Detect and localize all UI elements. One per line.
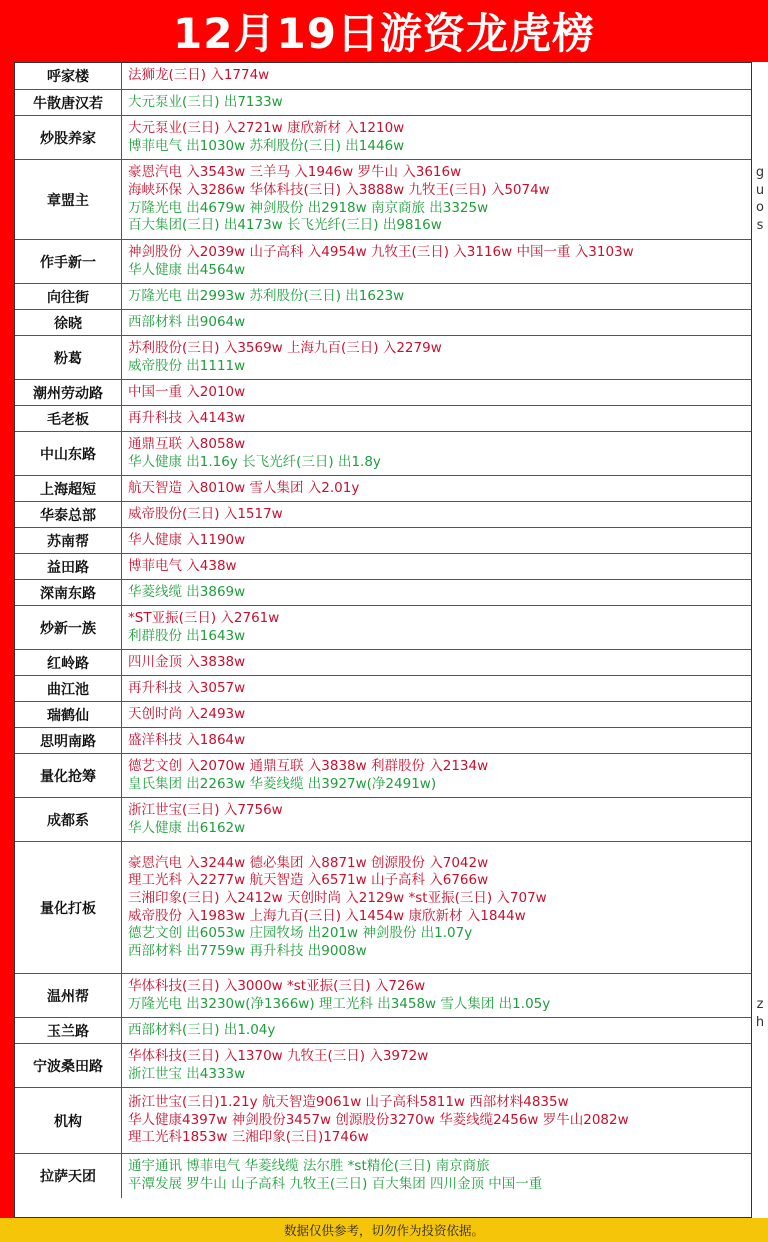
- table-row: [15, 754, 751, 798]
- table-row: [15, 240, 751, 284]
- trade-list: [122, 284, 751, 309]
- buy-line: 浙江世宝(三日) 入7756w: [128, 801, 283, 818]
- trader-name: 温州帮: [15, 974, 122, 1017]
- buy-line: 华体科技(三日) 入1370w 九牧王(三日) 入3972w: [128, 1047, 429, 1064]
- trade-list: [122, 798, 751, 841]
- trade-list: [122, 606, 751, 649]
- disclaimer-footer: 数据仅供参考，切勿作为投资依据。: [0, 1218, 768, 1242]
- table-row: [15, 728, 751, 754]
- buy-line: 华体科技(三日) 入3000w *st亚振(三日) 入726w: [128, 977, 426, 994]
- trader-name: 粉葛: [15, 336, 122, 379]
- trade-list: [122, 1018, 751, 1043]
- trader-name: 量化打板: [15, 842, 122, 973]
- trader-name: 呼家楼: [15, 63, 122, 89]
- trader-name: 机构: [15, 1088, 122, 1153]
- trader-name: 拉萨天团: [15, 1154, 122, 1198]
- sell-line: 华菱线缆 出3869w: [128, 583, 246, 600]
- table-row: [15, 502, 751, 528]
- table-row: [15, 1044, 751, 1088]
- trade-list: [122, 1154, 751, 1198]
- buy-line: 四川金顶 入3838w: [128, 653, 246, 670]
- table-row: [15, 476, 751, 502]
- table-row: [15, 798, 751, 842]
- watermark-top: g u o s: [755, 165, 765, 233]
- trade-list: [122, 310, 751, 335]
- buy-line: 理工光科1853w 三湘印象(三日)1746w: [128, 1129, 369, 1146]
- trade-list: [122, 728, 751, 753]
- trader-name: 华泰总部: [15, 502, 122, 527]
- table-row: [15, 528, 751, 554]
- sell-line: 百大集团(三日) 出4173w 长飞光纤(三日) 出9816w: [128, 217, 442, 234]
- trader-name: 中山东路: [15, 432, 122, 475]
- buy-line: 再升科技 入4143w: [128, 409, 246, 426]
- sell-line: 大元泵业(三日) 出7133w: [128, 93, 283, 110]
- table-row: [15, 1018, 751, 1044]
- table-row: [15, 432, 751, 476]
- table-row: [15, 606, 751, 650]
- sell-line: 华人健康 出4564w: [128, 261, 246, 278]
- sell-line: 博菲电气 出1030w 苏利股份(三日) 出1446w: [128, 137, 405, 154]
- trader-name: 牛散唐汉若: [15, 90, 122, 115]
- trader-name: 作手新一: [15, 240, 122, 283]
- table-row: [15, 702, 751, 728]
- sell-line: 华人健康 出1.16y 长飞光纤(三日) 出1.8y: [128, 453, 381, 470]
- buy-line: 天创时尚 入2493w: [128, 705, 246, 722]
- table-row: [15, 1088, 751, 1154]
- buy-line: 博菲电气 入438w: [128, 557, 237, 574]
- table-row: [15, 336, 751, 380]
- trade-list: [122, 336, 751, 379]
- trader-name: 益田路: [15, 554, 122, 579]
- buy-line: 华人健康4397w 神剑股份3457w 创源股份3270w 华菱线缆2456w 罗牛山2082w: [128, 1111, 629, 1128]
- table-row: [15, 580, 751, 606]
- trade-list: [122, 650, 751, 675]
- buy-line: *ST亚振(三日) 入2761w: [128, 609, 280, 626]
- trade-list: [122, 580, 751, 605]
- sell-line: 通宇通讯 博菲电气 华菱线缆 法尔胜 *st精伦(三日) 南京商旅: [128, 1158, 490, 1175]
- trader-name: 炒新一族: [15, 606, 122, 649]
- trade-list: [122, 240, 751, 283]
- buy-line: 三湘印象(三日) 入2412w 天创时尚 入2129w *st亚振(三日) 入707w: [128, 889, 547, 906]
- buy-line: 苏利股份(三日) 入3569w 上海九百(三日) 入2279w: [128, 339, 442, 356]
- trade-list: [122, 90, 751, 115]
- sell-line: 平潭发展 罗牛山 山子高科 九牧王(三日) 百大集团 四川金顶 中国一重: [128, 1176, 543, 1192]
- trader-name: 潮州劳动路: [15, 380, 122, 405]
- buy-line: 法狮龙(三日) 入1774w: [128, 67, 270, 84]
- trade-list: [122, 160, 751, 239]
- buy-line: 德艺文创 入2070w 通鼎互联 入3838w 利群股份 入2134w: [128, 757, 489, 774]
- buy-line: 再升科技 入3057w: [128, 679, 246, 696]
- dragon-tiger-table: [14, 62, 752, 1218]
- trader-name: 瑞鹤仙: [15, 702, 122, 727]
- trade-list: [122, 754, 751, 797]
- table-row: [15, 974, 751, 1018]
- trade-list: [122, 116, 751, 159]
- page-title: 12月19日游资龙虎榜: [173, 9, 595, 58]
- trade-list: [122, 63, 751, 89]
- table-row: [15, 310, 751, 336]
- trader-name: 苏南帮: [15, 528, 122, 553]
- trade-list: [122, 974, 751, 1017]
- trader-name: 章盟主: [15, 160, 122, 239]
- trade-list: [122, 406, 751, 431]
- sell-line: 威帝股份 出1111w: [128, 357, 246, 374]
- buy-line: 盛洋科技 入1864w: [128, 731, 246, 748]
- buy-line: 通鼎互联 入8058w: [128, 435, 246, 452]
- sell-line: 西部材料 出9064w: [128, 313, 246, 330]
- trader-name: 量化抢筹: [15, 754, 122, 797]
- trader-name: 深南东路: [15, 580, 122, 605]
- table-row: [15, 63, 751, 90]
- trade-list: [122, 554, 751, 579]
- buy-line: 威帝股份(三日) 入1517w: [128, 505, 283, 522]
- table-row: [15, 650, 751, 676]
- buy-line: 华人健康 入1190w: [128, 531, 246, 548]
- watermark-mid: z h: [755, 997, 765, 1030]
- trade-list: [122, 1044, 751, 1087]
- table-row: [15, 406, 751, 432]
- sell-line: 万隆光电 出4679w 神剑股份 出2918w 南京商旅 出3325w: [128, 199, 489, 216]
- table-row: [15, 842, 751, 974]
- trade-list: [122, 842, 751, 973]
- buy-line: 航天智造 入8010w 雪人集团 入2.01y: [128, 479, 360, 496]
- trade-list: [122, 702, 751, 727]
- buy-line: 海峡环保 入3286w 华体科技(三日) 入3888w 九牧王(三日) 入5074w: [128, 181, 550, 198]
- sell-line: 万隆光电 出3230w(净1366w) 理工光科 出3458w 雪人集团 出1.05y: [128, 995, 551, 1012]
- sell-line: 浙江世宝 出4333w: [128, 1065, 246, 1082]
- sell-line: 华人健康 出6162w: [128, 819, 246, 836]
- table-row: [15, 380, 751, 406]
- trader-name: 玉兰路: [15, 1018, 122, 1043]
- sell-line: 利群股份 出1643w: [128, 627, 246, 644]
- table-row: [15, 554, 751, 580]
- trader-name: 毛老板: [15, 406, 122, 431]
- table-row: [15, 1154, 751, 1198]
- trade-list: [122, 676, 751, 701]
- trader-name: 徐晓: [15, 310, 122, 335]
- buy-line: 中国一重 入2010w: [128, 383, 246, 400]
- trade-list: [122, 502, 751, 527]
- table-row: [15, 116, 751, 160]
- trade-list: [122, 1088, 751, 1153]
- buy-line: 大元泵业(三日) 入2721w 康欣新材 入1210w: [128, 119, 405, 136]
- trade-list: [122, 476, 751, 501]
- trader-name: 思明南路: [15, 728, 122, 753]
- table-row: [15, 160, 751, 240]
- trade-list: [122, 528, 751, 553]
- trader-name: 向往街: [15, 284, 122, 309]
- sell-line: 西部材料(三日) 出1.04y: [128, 1021, 276, 1038]
- trader-name: 成都系: [15, 798, 122, 841]
- buy-line: 神剑股份 入2039w 山子高科 入4954w 九牧王(三日) 入3116w 中国一重 入3103w: [128, 243, 634, 260]
- sell-line: 万隆光电 出2993w 苏利股份(三日) 出1623w: [128, 287, 405, 304]
- trader-name: 红岭路: [15, 650, 122, 675]
- sell-line: 德艺文创 出6053w 庄园牧场 出201w 神剑股份 出1.07y: [128, 925, 473, 942]
- table-row: [15, 284, 751, 310]
- trader-name: 上海超短: [15, 476, 122, 501]
- trader-name: 宁波桑田路: [15, 1044, 122, 1087]
- table-row: [15, 676, 751, 702]
- side-strip: [752, 62, 768, 1218]
- sell-line: 皇氏集团 出2263w 华菱线缆 出3927w(净2491w): [128, 775, 437, 792]
- trader-name: 炒股养家: [15, 116, 122, 159]
- trade-list: [122, 380, 751, 405]
- sell-line: 西部材料 出7759w 再升科技 出9008w: [128, 942, 367, 959]
- buy-line: 理工光科 入2277w 航天智造 入6571w 山子高科 入6766w: [128, 872, 489, 889]
- buy-line: 浙江世宝(三日)1.21y 航天智造9061w 山子高科5811w 西部材料4835w: [128, 1094, 569, 1111]
- buy-line: 豪恩汽电 入3244w 德必集团 入8871w 创源股份 入7042w: [128, 854, 489, 871]
- trader-name: 曲江池: [15, 676, 122, 701]
- buy-line: 威帝股份 入1983w 上海九百(三日) 入1454w 康欣新材 入1844w: [128, 907, 526, 924]
- buy-line: 豪恩汽电 入3543w 三羊马 入1946w 罗牛山 入3616w: [128, 164, 462, 181]
- trade-list: [122, 432, 751, 475]
- table-row: [15, 90, 751, 116]
